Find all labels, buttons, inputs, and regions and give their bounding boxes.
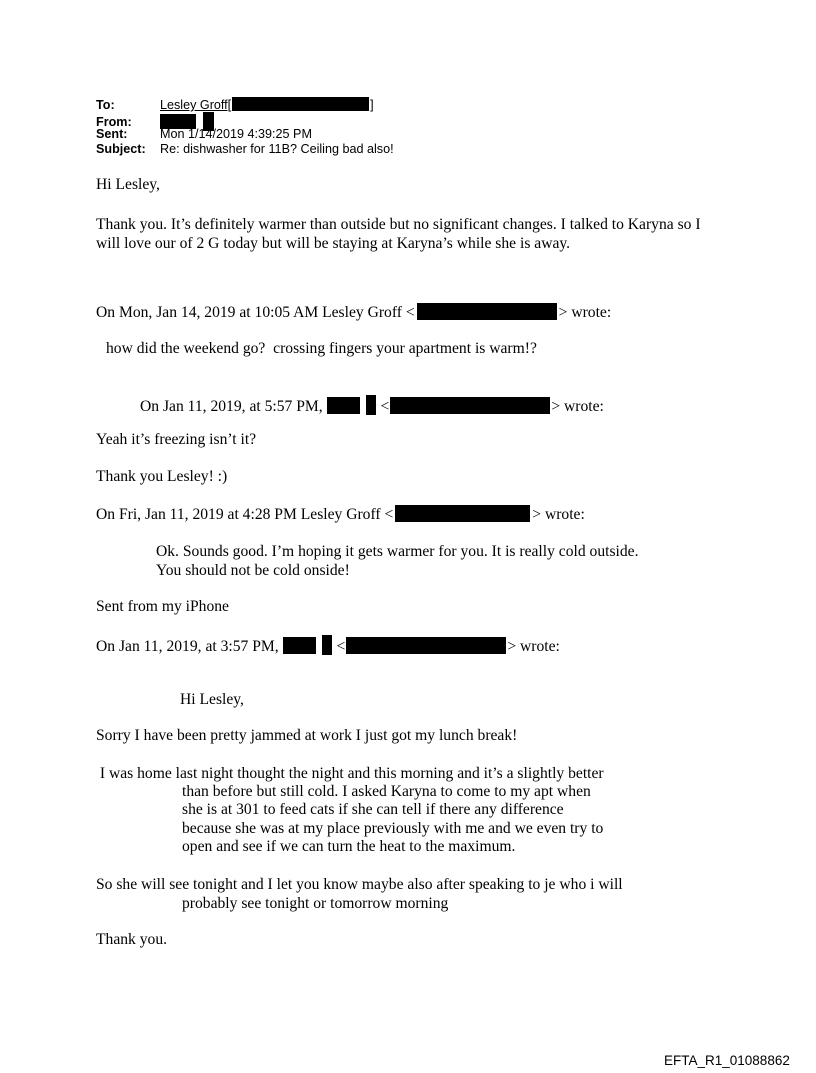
closing-line: Thank you. xyxy=(96,931,168,948)
quoted-header-jan11-557pm xyxy=(140,395,604,415)
sent-value: Mon 1/14/2019 4:39:25 PM xyxy=(160,127,312,141)
quoted-header-jan11-357pm xyxy=(96,635,560,655)
greeting-line: Hi Lesley, xyxy=(96,176,160,193)
to-bracket-close: ] xyxy=(370,98,374,112)
header-sent-row xyxy=(96,127,312,141)
quoted-header-jan14 xyxy=(96,303,611,321)
paragraph2-line3: she is at 301 to feed cats if she can tell if there any difference xyxy=(182,801,564,818)
quote4-prefix: On Jan 11, 2019, at 3:57 PM, xyxy=(96,638,283,655)
paragraph1-line1: Thank you. It’s definitely warmer than outside but no significant changes. I talked to Karyna so I xyxy=(96,216,701,233)
quote3-suffix: > wrote: xyxy=(532,506,585,523)
quote1-suffix: > wrote: xyxy=(558,304,612,321)
quote1-prefix: On Mon, Jan 14, 2019 at 10:05 AM Lesley Groff < xyxy=(96,304,415,321)
redaction-box-email-address xyxy=(417,303,557,320)
paragraph2-line2: than before but still cold. I asked Karyna to come to my apt when xyxy=(182,783,591,800)
quote4-greeting: Hi Lesley, xyxy=(180,691,244,708)
paragraph3-line1: So she will see tonight and I let you know maybe also after speaking to je who i will xyxy=(96,876,623,893)
quote3-body-line2: You should not be cold onside! xyxy=(156,562,350,579)
subject-value: Re: dishwasher for 11B? Ceiling bad also! xyxy=(160,142,394,156)
quote4-angle-open: < xyxy=(336,638,346,655)
quote3-body-line1: Ok. Sounds good. I’m hoping it gets warmer for you. It is really cold outside. xyxy=(156,543,639,560)
paragraph1-line2: will love our of 2 G today but will be staying at Karyna’s while she is away. xyxy=(96,235,571,252)
redaction-box-email-address xyxy=(395,505,530,522)
redaction-box-sender-name xyxy=(283,637,316,654)
paragraph2-line4: because she was at my place previously with me and we even try to xyxy=(182,820,604,837)
redaction-box-email-address xyxy=(390,397,550,414)
header-subject-row xyxy=(96,142,394,156)
quote2-body-line2: Thank you Lesley! :) xyxy=(96,468,228,485)
sent-label: Sent: xyxy=(96,127,128,141)
quote2-body-line1: Yeah it’s freezing isn’t it? xyxy=(96,431,257,448)
redaction-box-email-address xyxy=(346,637,506,654)
redaction-box-sender-initial xyxy=(322,635,332,655)
subject-label: Subject: xyxy=(96,142,146,156)
redaction-box-to-address xyxy=(232,97,369,111)
quoted-header-jan11-428pm xyxy=(96,505,585,523)
to-recipient-name: Lesley Groff[ xyxy=(160,98,232,112)
to-label: To: xyxy=(96,98,115,112)
quote3-prefix: On Fri, Jan 11, 2019 at 4:28 PM Lesley Groff < xyxy=(96,506,394,523)
quote2-suffix: > wrote: xyxy=(551,398,604,415)
quote2-angle-open: < xyxy=(380,398,390,415)
quote1-body-line: how did the weekend go? crossing fingers your apartment is warm!? xyxy=(106,340,537,357)
redaction-box-sender-initial xyxy=(366,395,376,415)
redaction-box-sender-name xyxy=(327,397,360,414)
quote2-prefix: On Jan 11, 2019, at 5:57 PM, xyxy=(140,398,327,415)
quote4-body-line1: Sorry I have been pretty jammed at work I just got my lunch break! xyxy=(96,727,518,744)
sent-from-iphone-line: Sent from my iPhone xyxy=(96,598,229,615)
header-to-row xyxy=(96,97,374,112)
paragraph2-line5: open and see if we can turn the heat to the maximum. xyxy=(182,838,516,855)
bates-number: EFTA_R1_01088862 xyxy=(664,1053,790,1068)
quote4-suffix: > wrote: xyxy=(507,638,560,655)
from-label: From: xyxy=(96,115,132,129)
paragraph2-line1: I was home last night thought the night and this morning and it’s a slightly better xyxy=(96,765,604,782)
paragraph3-line2: probably see tonight or tomorrow morning xyxy=(182,895,449,912)
